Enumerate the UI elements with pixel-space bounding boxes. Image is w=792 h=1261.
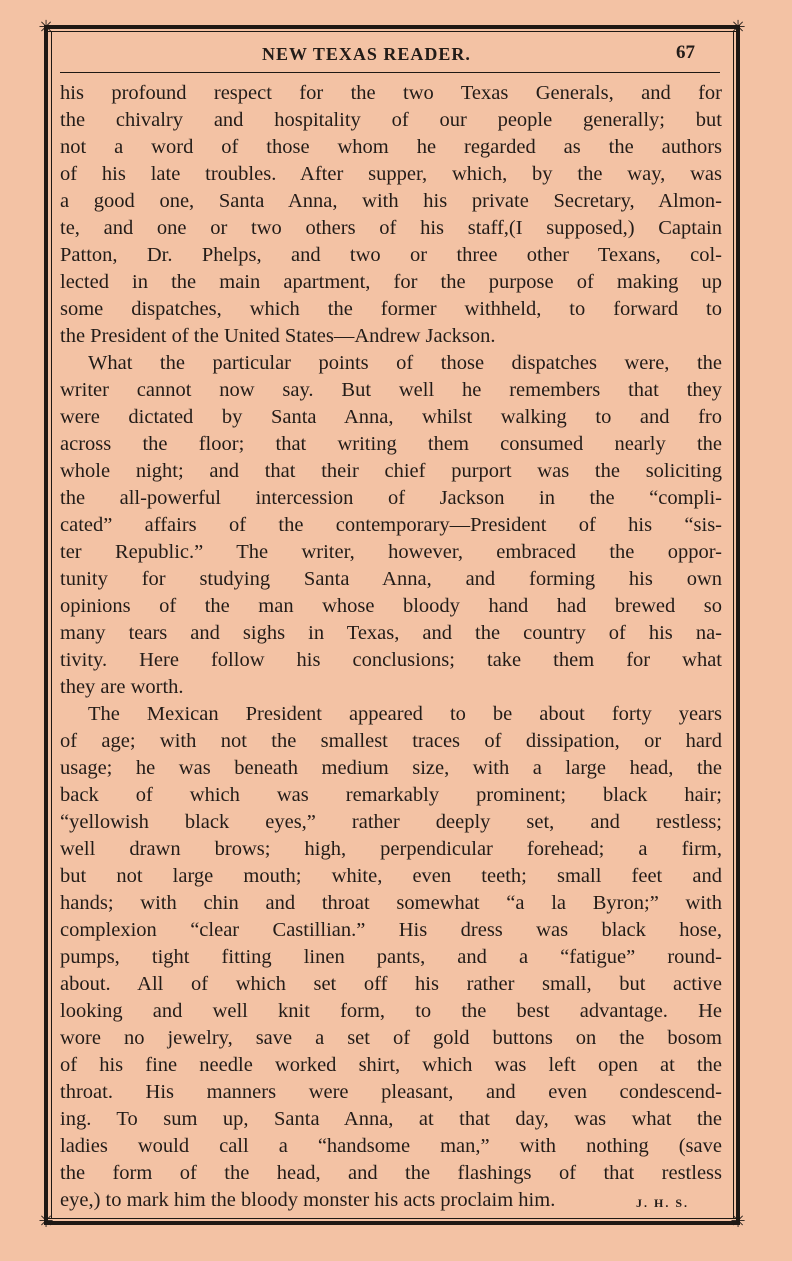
text-line: opinions of the man whose bloody hand had brewed so	[60, 595, 722, 617]
corner-ornament-icon: ✳	[730, 17, 746, 38]
text-line: were dictated by Santa Anna, whilst walking to and fro	[60, 406, 722, 428]
text-line: eye,) to mark him the bloody monster his acts proclaim him.	[60, 1189, 556, 1211]
page-number: 67	[676, 42, 695, 63]
frame-left-inner-rule	[51, 32, 52, 1219]
corner-ornament-icon: ✳	[38, 1211, 54, 1232]
frame-left-rule	[44, 25, 48, 1225]
corner-ornament-icon: ✳	[38, 17, 54, 38]
text-line: usage; he was beneath medium size, with a large head, the	[60, 757, 722, 779]
text-line: whole night; and that their chief purport was the soliciting	[60, 460, 722, 482]
text-line: not a word of those whom he regarded as the authors	[60, 136, 722, 158]
text-line: cated” affairs of the contemporary—President of his “sis-	[60, 514, 722, 536]
text-line: the President of the United States—Andrew Jackson.	[60, 325, 496, 347]
book-title: NEW TEXAS READER.	[262, 44, 471, 64]
text-line: many tears and sighs in Texas, and the country of his na-	[60, 622, 722, 644]
text-line: the chivalry and hospitality of our people generally; but	[60, 109, 722, 131]
frame-top-rule	[48, 25, 738, 29]
text-line: looking and well knit form, to the best advantage. He	[60, 1000, 722, 1022]
text-line: writer cannot now say. But well he remembers that they	[60, 379, 722, 401]
text-line: some dispatches, which the former withheld, to forward to	[60, 298, 722, 320]
text-line: “yellowish black eyes,” rather deeply set, and restless;	[60, 811, 722, 833]
text-line: ing. To sum up, Santa Anna, at that day, was what the	[60, 1108, 722, 1130]
frame-right-rule	[736, 25, 740, 1225]
frame-bottom-inner-rule	[48, 1218, 738, 1219]
text-line: throat. His manners were pleasant, and even condescend-	[60, 1081, 722, 1103]
text-line: wore no jewelry, save a set of gold buttons on the bosom	[60, 1027, 722, 1049]
text-line: of age; with not the smallest traces of dissipation, or hard	[60, 730, 722, 752]
text-line: lected in the main apartment, for the purpose of making up	[60, 271, 722, 293]
text-line: of his late troubles. After supper, which, by the way, was	[60, 163, 722, 185]
text-line: hands; with chin and throat somewhat “a la Byron;” with	[60, 892, 722, 914]
text-line: well drawn brows; high, perpendicular forehead; a firm,	[60, 838, 722, 860]
frame-bottom-rule	[48, 1221, 738, 1225]
text-line: Patton, Dr. Phelps, and two or three other Texans, col-	[60, 244, 722, 266]
text-line: the form of the head, and the flashings of that restless	[60, 1162, 722, 1184]
corner-ornament-icon: ✳	[730, 1211, 746, 1232]
header-underline	[60, 72, 720, 73]
running-head	[0, 42, 792, 70]
text-line: but not large mouth; white, even teeth; small feet and	[60, 865, 722, 887]
text-line: complexion “clear Castillian.” His dress was black hose,	[60, 919, 722, 941]
text-line: of his fine needle worked shirt, which was left open at the	[60, 1054, 722, 1076]
text-line: his profound respect for the two Texas Generals, and for	[60, 82, 722, 104]
text-line: ter Republic.” The writer, however, embraced the oppor-	[60, 541, 722, 563]
text-line: pumps, tight fitting linen pants, and a “fatigue” round-	[60, 946, 722, 968]
author-initials: J. H. S.	[636, 1196, 690, 1210]
text-line: The Mexican President appeared to be about forty years	[88, 703, 722, 725]
text-line: tivity. Here follow his conclusions; take them for what	[60, 649, 722, 671]
text-line: about. All of which set off his rather small, but active	[60, 973, 722, 995]
text-line: ladies would call a “handsome man,” with nothing (save	[60, 1135, 722, 1157]
frame-right-inner-rule	[733, 32, 734, 1219]
text-line: the all-powerful intercession of Jackson in the “compli-	[60, 487, 722, 509]
text-line: What the particular points of those dispatches were, the	[88, 352, 722, 374]
text-line: back of which was remarkably prominent; black hair;	[60, 784, 722, 806]
text-line: te, and one or two others of his staff,(I supposed,) Captain	[60, 217, 722, 239]
text-line: they are worth.	[60, 676, 184, 698]
text-line: a good one, Santa Anna, with his private Secretary, Almon-	[60, 190, 722, 212]
text-line: across the floor; that writing them consumed nearly the	[60, 433, 722, 455]
text-line: tunity for studying Santa Anna, and forming his own	[60, 568, 722, 590]
article-body	[60, 80, 722, 1214]
frame-top-inner-rule	[48, 31, 738, 32]
